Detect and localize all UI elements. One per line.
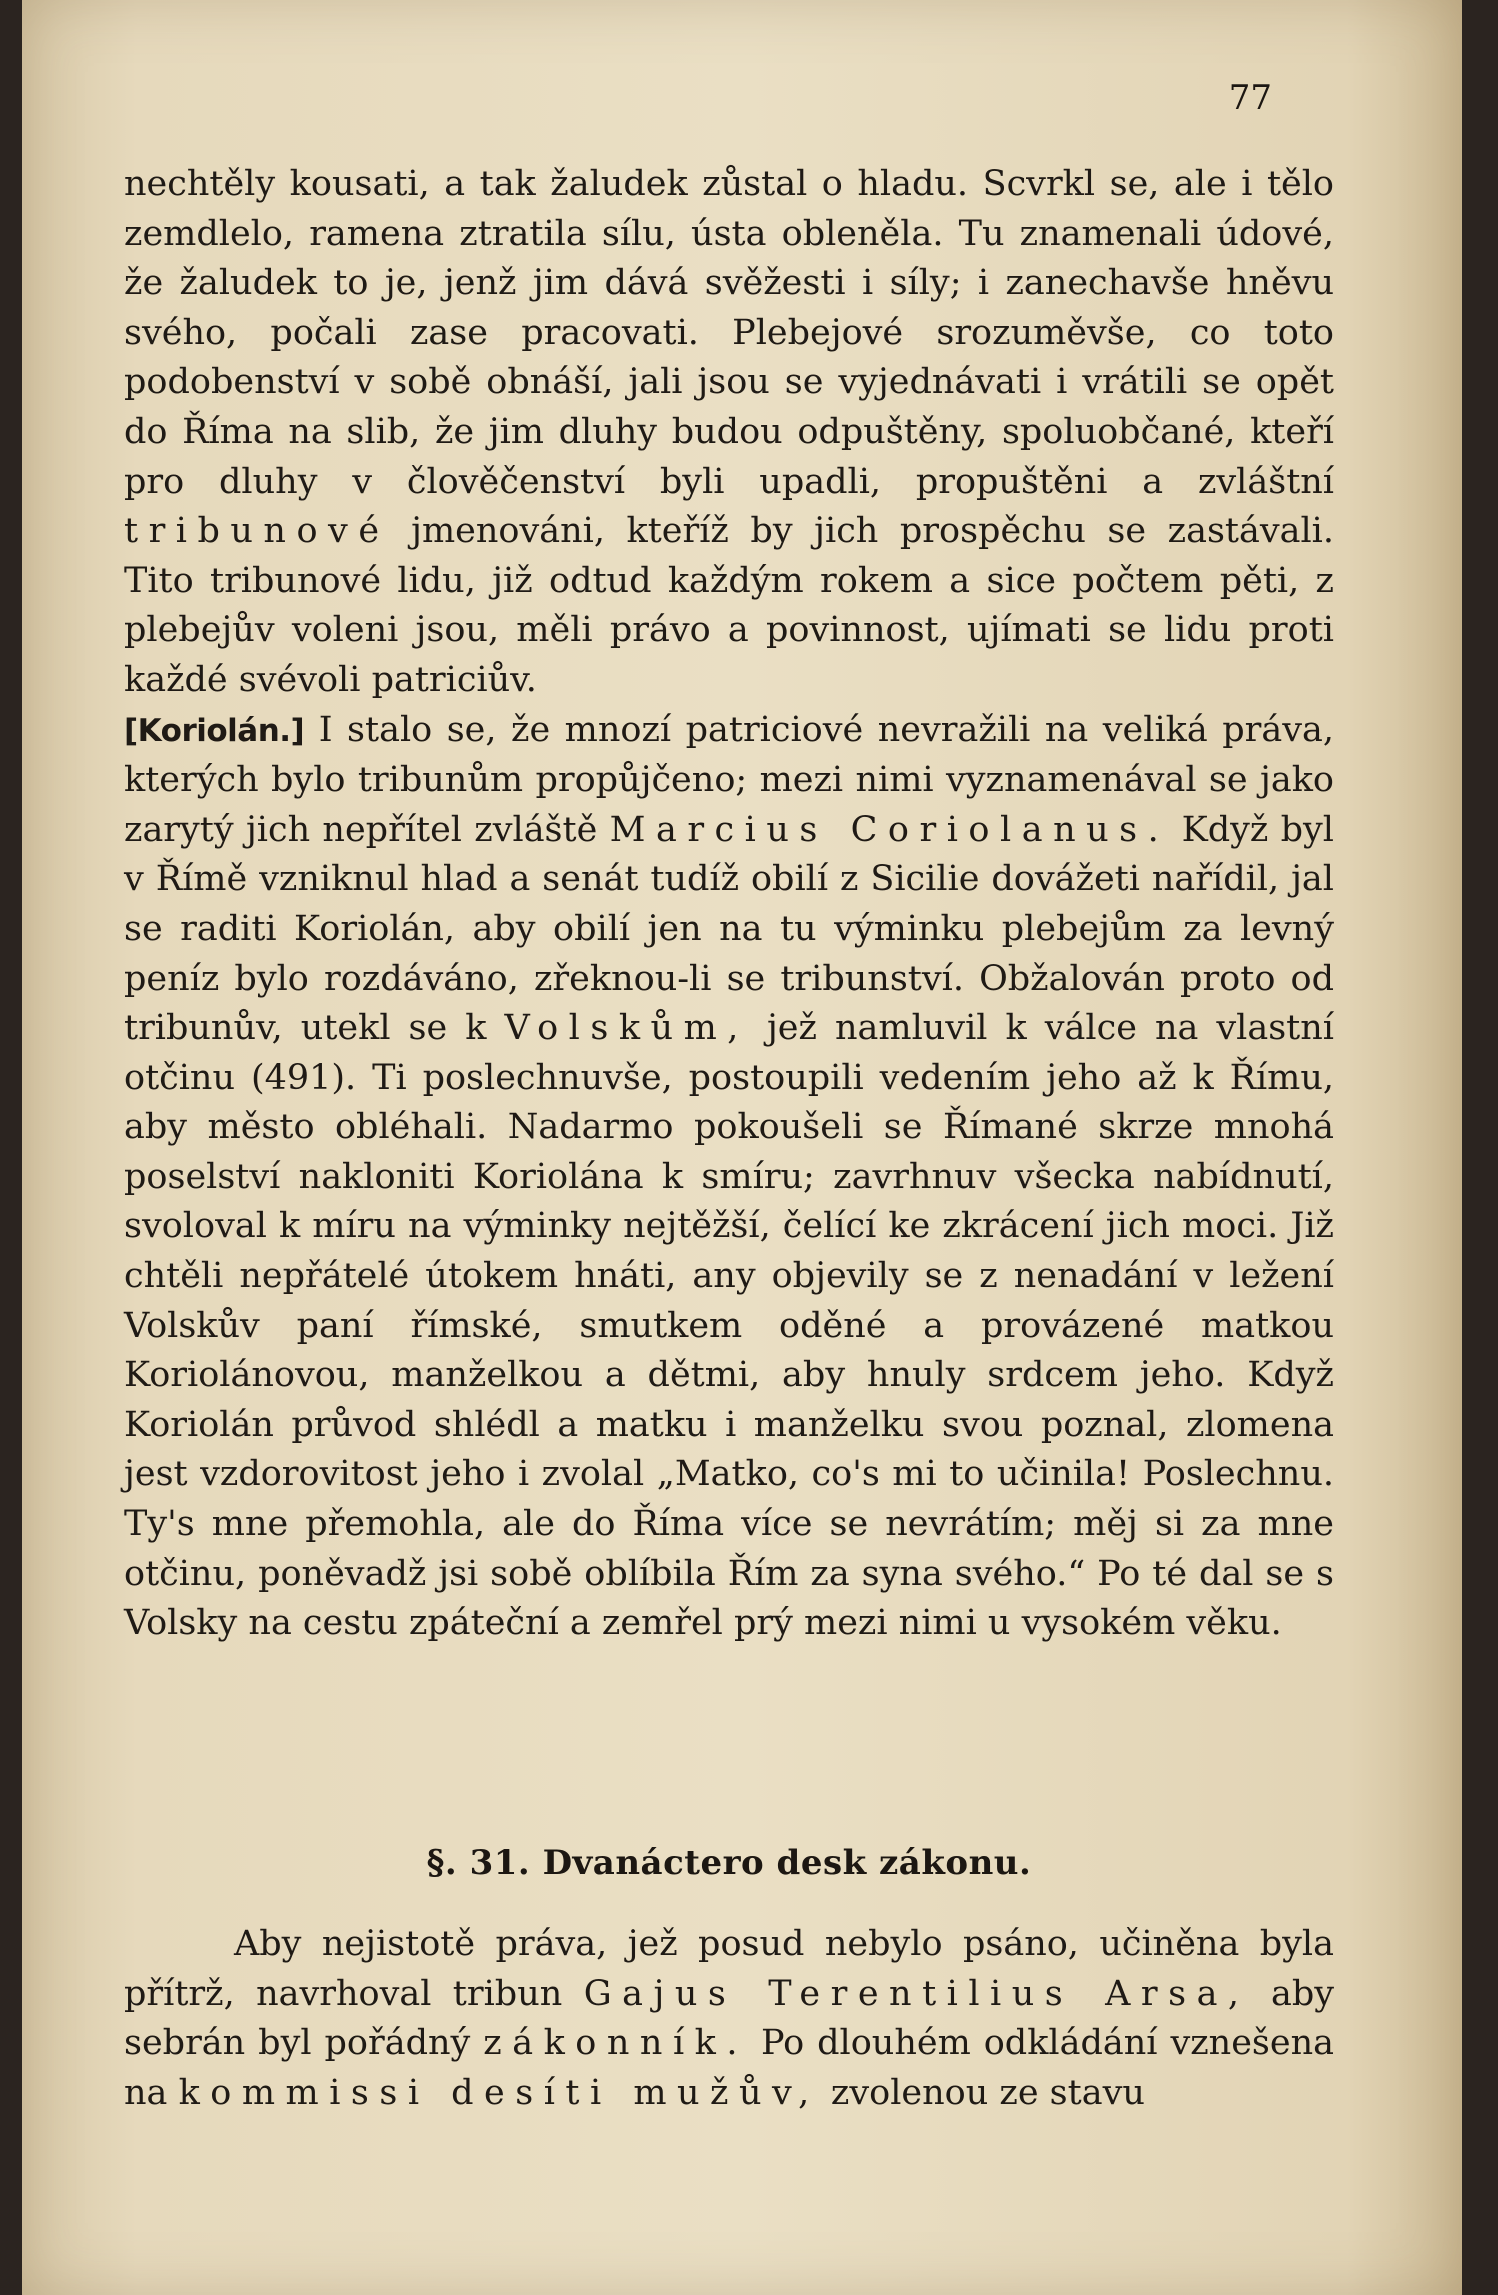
paragraph-text: Aby nejistotě práva, jež posud nebylo psáno, učiněna byla přítrž, navrhoval tribun <box>124 1924 1334 2014</box>
sidenote-koriolan: [Koriolán.] <box>124 712 305 749</box>
section-heading: §. 31. Dvanáctero desk zákonu. <box>426 1843 1032 1883</box>
emphasis-term: Gajus Terentilius Arsa, <box>583 1973 1250 2014</box>
paragraph-text: I stalo se, že mnozí patriciové nevražili na veliká práva, kterých bylo tribunům propůjčeno; mezi nimi vyznamenával se jako zarytý jich nepřítel zvláště <box>124 709 1334 850</box>
main-text <box>124 160 1334 1649</box>
page-number: 77 <box>1228 78 1272 118</box>
paragraph-tribunes <box>124 160 1334 706</box>
book-page <box>22 0 1462 2295</box>
paragraph-text: jež namluvil k válce na vlastní otčinu (491). Ti poslechnuvše, postoupili vedením jeho až k Římu, aby město obléhali. Nadarmo pokoušeli se Římané skrze mnohá poselství nakloniti Koriolána k smíru; zavrhnuv všecka nabídnutí, svoloval k míru na výminky nejtěžší, čelící ke zkrácení jich moci. Již chtěli nepřátelé útokem hnáti, any objevily se z nenadání v ležení Volskův paní římské, smutkem oděné a provázené matkou Koriolánovou, manželkou a dětmi, aby hnuly srdcem jeho. Když Koriolán průvod shlédl a matku i manželku svou poznal, zlomena jest vzdorovitost jeho i zvolal „Matko, co's mi to učinila! Poslechnu. Ty's mne přemohla, ale do Říma více se nevrátím; měj si za mne otčinu, poněvadž jsi sobě oblíbila Řím za syna svého.“ Po té dal se s Volsky na cestu zpáteční a zemřel prý mezi nimi u vysokém věku. <box>124 1008 1334 1644</box>
section-text <box>124 1920 1334 2118</box>
emphasis-term: Volskům, <box>504 1008 749 1049</box>
paragraph-text: Když byl v Římě vzniknul hlad a senát tudíž obilí z Sicilie dovážeti nařídil, jal se raditi Koriolán, aby obilí jen na tu výminku plebejům za levný peníz bylo rozdáváno, zřeknou-li se tribunství. Obžalován proto od tribunův, utekl se k <box>124 809 1334 1049</box>
emphasis-term: kommissi desíti mužův, <box>178 2072 820 2113</box>
emphasis-term: Marcius Coriolanus. <box>609 809 1170 850</box>
emphasis-term: zákonník. <box>483 2023 748 2064</box>
paragraph-text: zvolenou ze stavu <box>830 2072 1145 2113</box>
paragraph-text: jmenováni, kteříž by jich prospěchu se zastávali. Tito tribunové lidu, již odtud každým rokem a sice počtem pěti, z plebejův voleni jsou, měli právo a povinnost, ujímati se lidu proti každé svévoli patriciův. <box>124 511 1334 700</box>
paragraph-twelve-tables <box>124 1920 1334 2118</box>
emphasis-term: tribunové <box>124 511 390 552</box>
paragraph-text: Po dlouhém odkládání vznešena na <box>124 2023 1334 2113</box>
paragraph-text: nechtěly kousati, a tak žaludek zůstal o hladu. Scvrkl se, ale i tělo zemdlelo, ramena ztratila sílu, ústa obleněla. Tu znamenali údové, že žaludek to je, jenž jim dává svěžesti i síly; i zanechavše hněvu svého, počali zase pracovati. Plebejové srozuměvše, co toto podobenství v sobě obnáší, jali jsou se vyjednávati i vrátili se opět do Říma na slib, že jim dluhy budou odpuštěny, spoluobčané, kteří pro dluhy v člověčenství byli upadli, propuštěni a zvláštní <box>124 164 1334 502</box>
paragraph-coriolanus <box>124 706 1334 1649</box>
paragraph-text: aby sebrán byl pořádný <box>124 1973 1334 2064</box>
